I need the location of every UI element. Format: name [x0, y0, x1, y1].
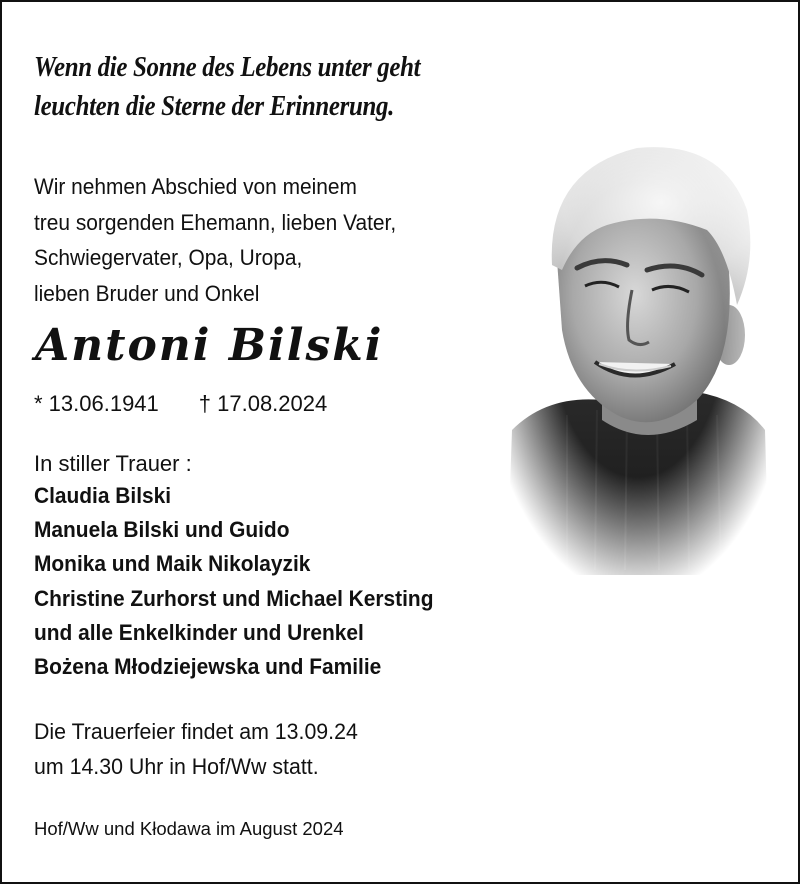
intro-line: lieben Bruder und Onkel [34, 280, 260, 306]
ceremony-line: um 14.30 Uhr in Hof/Ww statt. [34, 754, 319, 779]
motto-line: Wenn die Sonne des Lebens unter geht [34, 51, 421, 83]
birth-date: * 13.06.1941 [34, 391, 159, 416]
mourner-entry: Manuela Bilski und Guido [34, 517, 290, 543]
mourner-entry: Christine Zurhorst und Michael Kersting [34, 585, 434, 611]
mourner-entry: Claudia Bilski [34, 483, 172, 508]
mourner-entry: und alle Enkelkinder und Urenkel [34, 619, 364, 645]
portrait-photo [507, 130, 769, 575]
intro-line: Wir nehmen Abschied von meinem [34, 174, 357, 199]
mourner-entry: Monika und Maik Nikolayzik [34, 551, 311, 577]
mourners-list [34, 479, 433, 684]
intro-text [34, 169, 396, 311]
mourning-heading: In stiller Trauer : [34, 451, 192, 476]
ceremony-info [34, 714, 358, 784]
intro-line: Schwiegervater, Opa, Uropa, [34, 245, 303, 270]
life-dates [34, 388, 327, 420]
motto-line: leuchten die Sterne der Erinnerung. [34, 90, 395, 122]
place-date: Hof/Ww und Kłodawa im August 2024 [34, 818, 344, 839]
motto [34, 48, 420, 126]
mourner-entry: Bożena Młodziejewska und Familie [34, 653, 382, 679]
deceased-name: Antoni Bilski [35, 320, 384, 371]
death-date: † 17.08.2024 [198, 391, 328, 416]
intro-line: treu sorgenden Ehemann, lieben Vater, [34, 209, 397, 235]
ceremony-line: Die Trauerfeier findet am 13.09.24 [34, 719, 358, 744]
